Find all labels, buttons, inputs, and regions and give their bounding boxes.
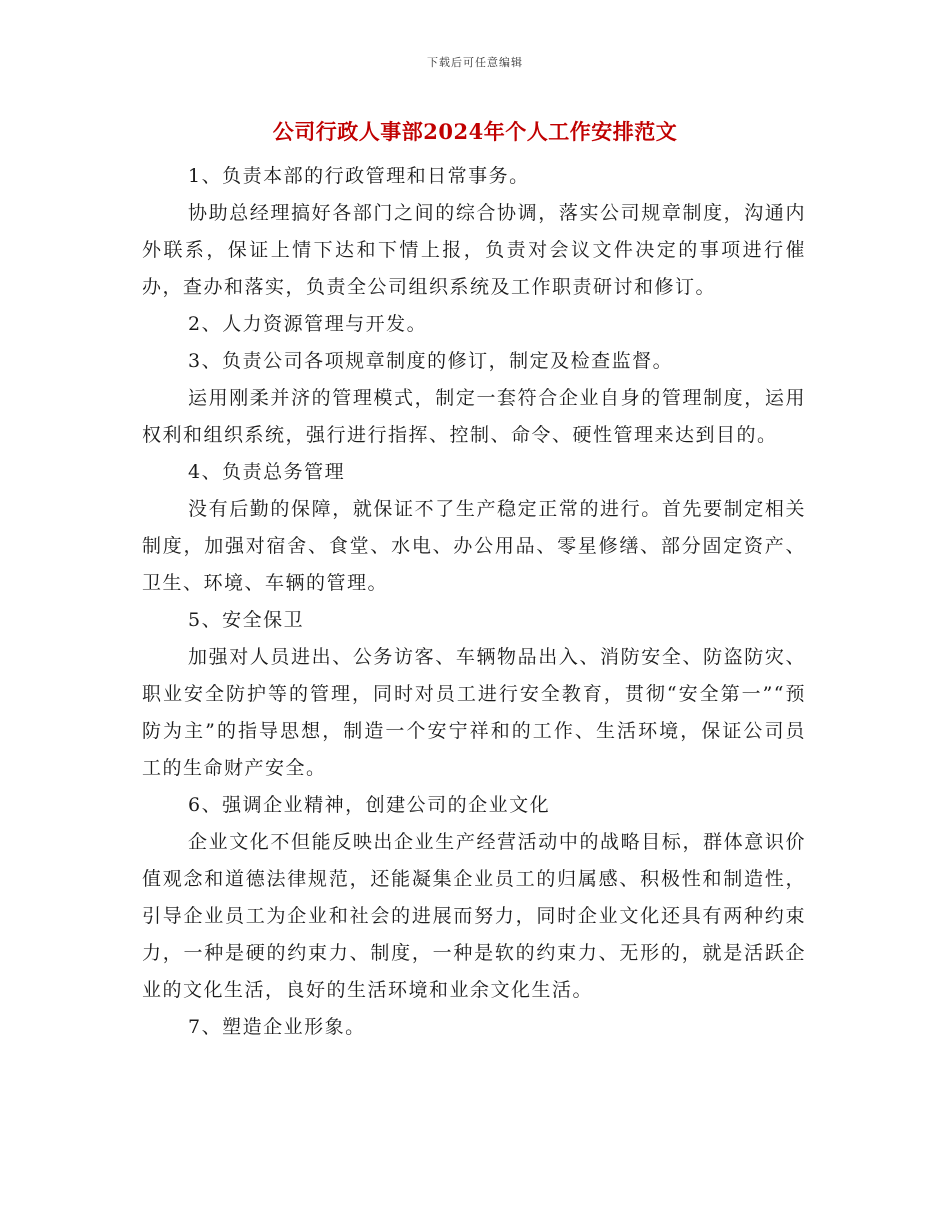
paragraph-item-5: 5、安全保卫 bbox=[188, 609, 305, 631]
paragraph-body: 没有后勤的保障，就保证不了生产稳定正常的进行。首先要制定相关制度，加强对宿舍、食堂、水电、办公用品、零星修缮、部分固定资产、卫生、环境、车辆的管理。 bbox=[142, 498, 806, 594]
header-note: 下载后可任意编辑 bbox=[427, 56, 523, 69]
paragraph-item-4: 4、负责总务管理 bbox=[188, 461, 346, 483]
paragraph-item-6: 6、强调企业精神，创建公司的企业文化 bbox=[188, 794, 551, 816]
document-title: 公司行政人事部2024年个人工作安排范文 bbox=[272, 119, 678, 144]
paragraph-item-2: 2、人力资源管理与开发。 bbox=[188, 313, 428, 335]
paragraph-item-3: 3、负责公司各项规章制度的修订，制定及检查监督。 bbox=[188, 350, 674, 372]
paragraph-item-1: 1、负责本部的行政管理和日常事务。 bbox=[188, 165, 530, 187]
paragraph-body: 运用刚柔并济的管理模式，制定一套符合企业自身的管理制度，运用权利和组织系统，强行进行指挥、控制、命令、硬性管理来达到目的。 bbox=[142, 387, 806, 446]
document-body bbox=[142, 158, 806, 1046]
paragraph-item-7: 7、塑造企业形象。 bbox=[188, 1016, 366, 1038]
paragraph-body: 加强对人员进出、公务访客、车辆物品出入、消防安全、防盗防灾、职业安全防护等的管理，同时对员工进行安全教育，贯彻“安全第一”“预防为主”的指导思想，制造一个安宁祥和的工作、生活环境，保证公司员工的生命财产安全。 bbox=[142, 646, 806, 779]
paragraph-body: 企业文化不但能反映出企业生产经营活动中的战略目标，群体意识价值观念和道德法律规范，还能凝集企业员工的归属感、积极性和制造性，引导企业员工为企业和社会的进展而努力，同时企业文化还具有两种约束力，一种是硬的约束力、制度，一种是软的约束力、无形的，就是活跃企业的文化生活，良好的生活环境和业余文化生活。 bbox=[142, 831, 806, 1001]
paragraph-body: 协助总经理搞好各部门之间的综合协调，落实公司规章制度，沟通内外联系，保证上情下达和下情上报，负责对会议文件决定的事项进行催办，查办和落实，负责全公司组织系统及工作职责研讨和修订。 bbox=[142, 202, 806, 298]
